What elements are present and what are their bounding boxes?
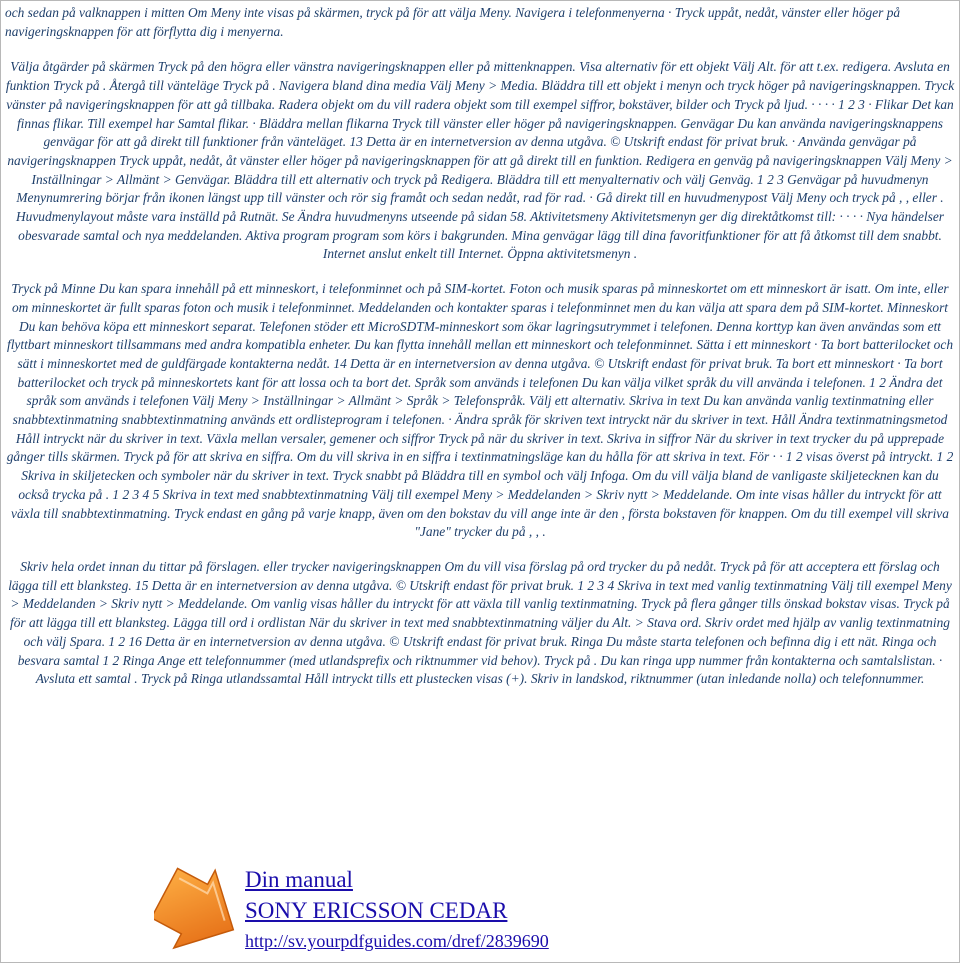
product-link[interactable]: SONY ERICSSON CEDAR: [245, 898, 508, 923]
paragraph-memory: Tryck på Minne Du kan spara innehåll på ett minneskort, i telefonminnet och på SIM-kortet. Foton och musik sparas på minneskortet om ett minneskort är isatt. Om inte, eller om minneskortet är fullt sparas foton och musik i telefonminnet. Meddelanden och kontakter sparas i telefonminnet men du kan välja att spara dem på SIM-kortet. Minneskort Du kan behöva köpa ett minneskort separat. Telefonen stöder ett MicroSDTM-minneskort som ökar lagringsutrymmet i telefonen. Denna korttyp kan även användas som ett flyttbart minneskort tillsammans med andra kompatibla enheter. Du kan flytta innehåll mellan ett minneskort och telefonminnet. Sätta i ett minneskort · Ta bort batterilocket och sätt i minneskortet med de guldfärgade kontakterna nedåt. 14 Detta är en internetversion av denna utgåva. © Utskrift endast för privat bruk. Ta bort ett minneskort · Ta bort batterilocket och tryck på minneskortets kant för att lossa och ta bort det. Språk som används i telefonen Du kan välja vilket språk du vill använda i telefonen. 1 2 Ändra det språk som används i telefonen Välj Meny > Inställningar > Allmänt > Språk > Telefonspråk. Välj ett alternativ. Skriva in text Du kan använda vanlig textinmatning eller snabbtextinmatning snabbtextinmatning används ett ordlisteprogram i telefonen. · Ändra språk för skriven text intryckt när du skriver in text. Håll Ändra textinmatningsmetod Håll intryckt när du skriver in text. Växla mellan versaler, gemener och siffror Tryck på när du skriver in text. Skriva in siffror När du skriver in text trycker du på upprepade gånger tills skärmen. Tryck på för att skriva en siffra. Om du vill skriva in en siffra i textinmatningsläge kan du hålla för att skriva in text. För · · 1 2 visas överst på intryckt. 1 2 Skriva in skiljetecken och symboler när du skriver in text. Tryck snabbt på Bläddra till en symbol och välj Infoga. Om du vill välja bland de vanligaste skiljetecknen kan du också trycka på . 1 2 3 4 5 Skriva in text med snabbtextinmatning Välj till exempel Meny > Meddelanden > Skriv nytt > Meddelande. Om inte visas håller du intryckt för att växla till snabbtextinmatning. Tryck endast en gång på varje knapp, även om den bokstav du vill ange inte är den , första bokstaven för knappen. Om du till exempel vill skriva "Jane" trycker du på , , .: [6, 281, 954, 540]
manual-footer: [154, 863, 714, 959]
orange-arrow-icon: [154, 863, 242, 959]
paragraph-calling: Skriv hela ordet innan du tittar på förslagen. eller trycker navigeringsknappen Om du vill visa förslag på ord trycker du på nedåt. Tryck på för att acceptera ett förslag och lägga till ett blanksteg. 15 Detta är en internetversion av denna utgåva. © Utskrift endast för privat bruk. 1 2 3 4 Skriva in text med vanlig textinmatning Välj till exempel Meny > Meddelanden > Skriv nytt > Meddelande. Om vanlig visas håller du intryckt för att växla till vanlig textinmatning. Tryck på flera gånger tills önskad bokstav visas. Tryck på för att lägga till ett blanksteg. Lägga till ord i ordlistan När du skriver in text med snabbtextinmatning väljer du Alt. > Stava ord. Skriv ordet med hjälp av vanlig textinmatning och välj Spara. 1 2 16 Detta är en internetversion av denna utgåva. © Utskrift endast för privat bruk. Ringa Du måste starta telefonen och befinna dig i ett nät. Ringa och besvara samtal 1 2 Ringa Ange ett telefonnummer (med utlandsprefix och riktnummer vid behov). Tryck på . Du kan ringa upp nummer från kontakterna och samtalslistan. · Avsluta ett samtal . Tryck på Ringa utlandssamtal Håll intryckt tills ett plustecken visas (+). Skriv in landskod, riktnummer (utan inledande nolla) och telefonnummer.: [8, 558, 952, 687]
url-link[interactable]: http://sv.yourpdfguides.com/dref/2839690: [245, 931, 549, 951]
footer-links: [245, 864, 549, 956]
document-body: [5, 4, 955, 689]
manual-link[interactable]: Din manual: [245, 867, 353, 892]
paragraph-gap: [5, 41, 955, 58]
paragraph-gap: [5, 542, 955, 558]
paragraph-navigation: och sedan på valknappen i mitten Om Meny inte visas på skärmen, tryck på för att välja Meny. Navigera i telefonmenyerna · Tryck uppåt, nedåt, vänster eller höger på navigeringsknappen för att förflytta dig i menyerna.: [5, 5, 901, 39]
paragraph-shortcuts: Välja åtgärder på skärmen Tryck på den högra eller vänstra navigeringsknappen eller på mittenknappen. Visa alternativ för ett objekt Välj Alt. för att t.ex. redigera. Avsluta en funktion Tryck på . Återgå till vänteläge Tryck på . Navigera bland dina media Välj Meny > Media. Bläddra till ett objekt i menyn och tryck höger på navigeringsknappen. Tryck vänster på navigeringsknappen för att gå tillbaka. Radera objekt om du vill radera objekt som till exempel siffror, bokstäver, bilder och Tryck på ljud. · · · · 1 2 3 · Flikar Det kan finnas flikar. Till exempel har Samtal flikar. · Bläddra mellan flikarna Tryck till vänster eller höger på navigeringsknappen. Genvägar Du kan använda navigeringsknappens genvägar för att gå direkt till funktioner från vänteläget. 13 Detta är en internetversion av denna utgåva. © Utskrift endast för privat bruk. · Använda genvägar på navigeringsknappen Tryck uppåt, nedåt, åt vänster eller höger på navigeringsknappen för att gå direkt till en funktion. Redigera en genväg på navigeringsknappen Välj Meny > Inställningar > Allmänt > Genvägar. Bläddra till ett alternativ och tryck på Redigera. Bläddra till ett menyalternativ och välj Genväg. 1 2 3 Genvägar på huvudmenyn Menynumrering börjar från ikonen längst upp till vänster och rör sig framåt och sedan nedåt, rad för rad. · Gå direkt till en huvudmenypost Välj Meny och tryck på , , eller . Huvudmenylayout måste vara inställd på Rutnät. Se Ändra huvudmenyns utseende på sidan 58. Aktivitetsmeny Aktivitetsmenyn ger dig direktåtkomst till: · · · · Nya händelser obesvarade samtal och nya meddelanden. Aktiva program program som körs i bakgrunden. Mina genvägar lägg till dina favoritfunktioner för att få åtkomst till dem snabbt. Internet anslut enkelt till Internet. Öppna aktivitetsmenyn .: [5, 59, 955, 262]
paragraph-gap: [5, 264, 955, 280]
